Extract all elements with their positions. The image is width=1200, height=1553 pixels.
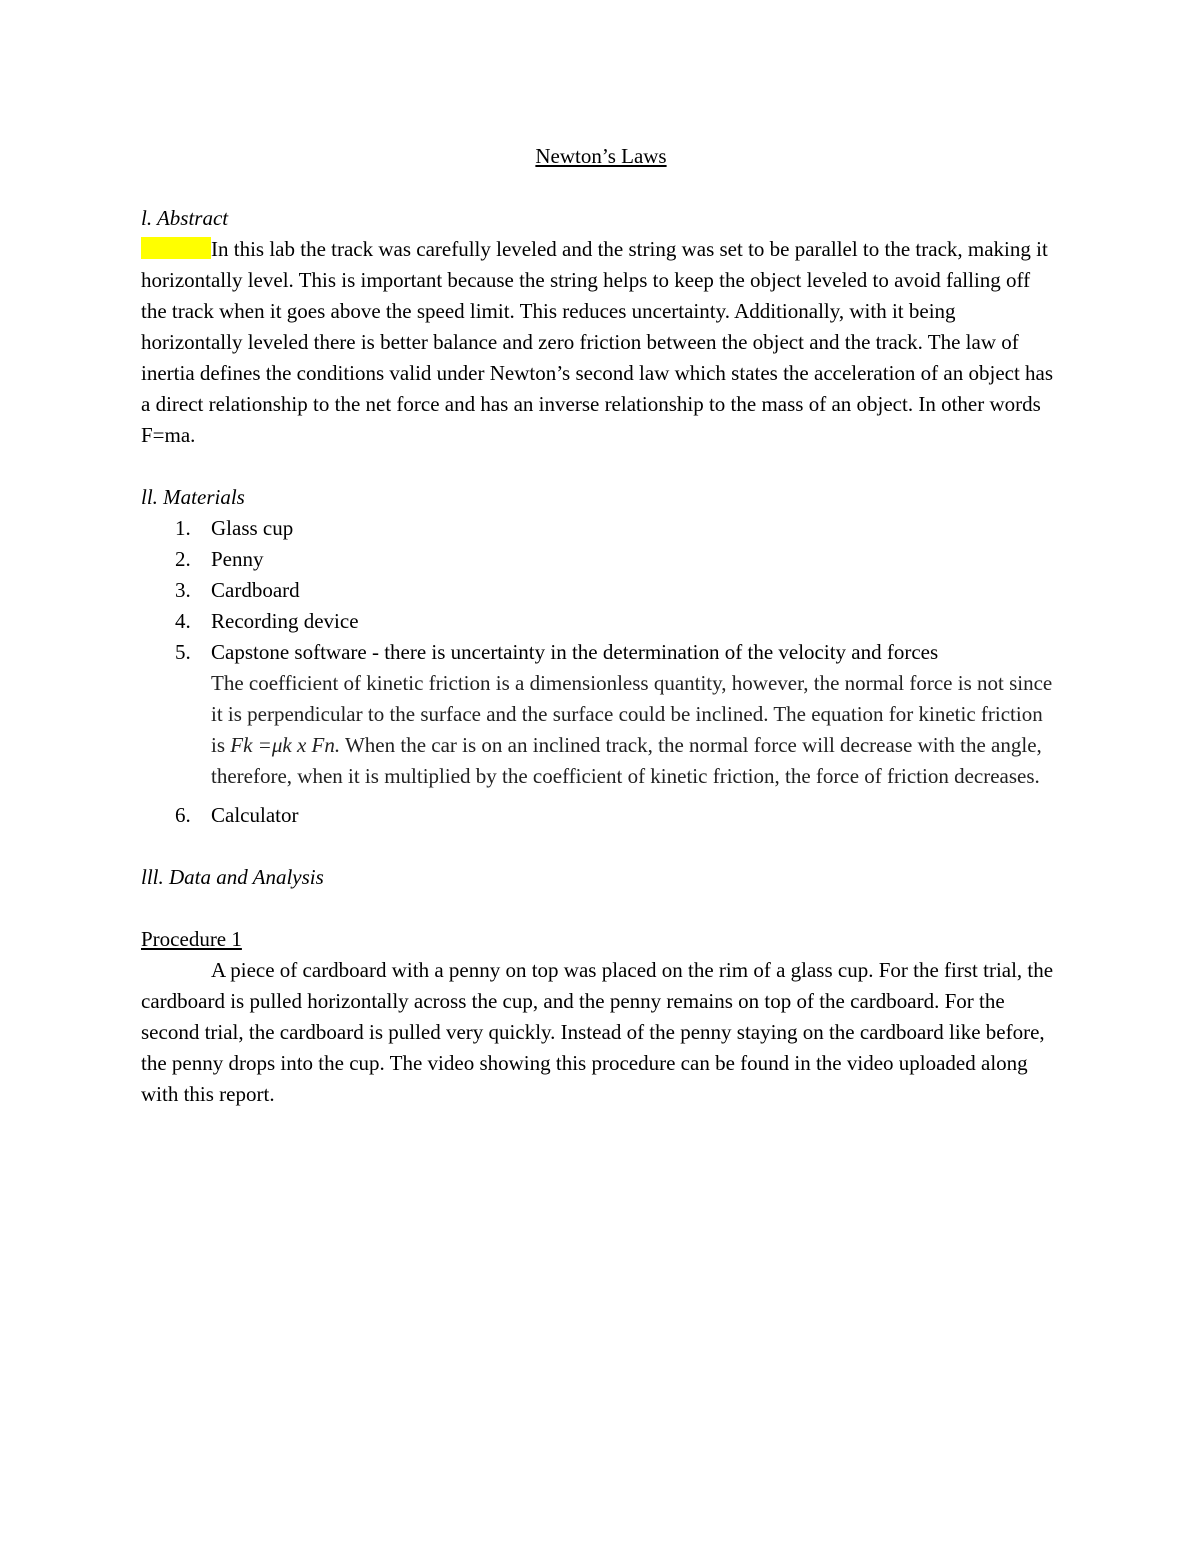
list-number: 4. xyxy=(175,609,191,633)
spacer xyxy=(211,792,1061,800)
list-item-label: Penny xyxy=(211,547,264,571)
document-title: Newton’s Laws xyxy=(535,144,667,168)
materials-section xyxy=(141,482,1061,831)
list-item-label: Calculator xyxy=(211,803,299,827)
list-number: 5. xyxy=(175,640,191,664)
friction-note xyxy=(211,668,1061,792)
spacer xyxy=(141,172,1061,203)
list-item-label: Cardboard xyxy=(211,578,300,602)
list-item-label: Glass cup xyxy=(211,516,294,540)
abstract-paragraph xyxy=(141,234,1061,451)
friction-note-text: The coefficient of kinetic friction is a dimensionless quantity, however, the normal force is not since it is perpendicular to the surface and the surface could be inclined. The equation for kinetic friction is xyxy=(211,671,1053,757)
spacer xyxy=(141,831,1061,862)
list-number: 1. xyxy=(175,516,191,540)
procedure-text: A piece of cardboard with a penny on top was placed on the rim of a glass cup. For the first trial, the cardboard is pulled horizontally across the cup, and the penny remains on top of the cardboard. For the second trial, the cardboard is pulled very quickly. Instead of the penny staying on the cardboard like before, the penny drops into the cup. The video showing this procedure can be found in the video uploaded along with this report. xyxy=(141,958,1054,1106)
list-number: 2. xyxy=(175,547,191,571)
data-analysis-section xyxy=(141,862,1061,1110)
list-item xyxy=(141,575,1061,606)
spacer xyxy=(141,893,1061,924)
spacer xyxy=(141,451,1061,482)
materials-list xyxy=(141,513,1061,831)
data-analysis-heading: lll. Data and Analysis xyxy=(141,865,324,889)
list-item xyxy=(141,544,1061,575)
procedure-title: Procedure 1 xyxy=(141,927,242,951)
materials-heading: ll. Materials xyxy=(141,485,245,509)
list-item xyxy=(141,800,1061,831)
document-page xyxy=(141,141,1061,1110)
list-item xyxy=(141,637,1061,800)
highlight-mark xyxy=(141,237,211,259)
list-number: 3. xyxy=(175,578,191,602)
procedure-paragraph xyxy=(141,955,1061,1110)
list-item-label: Capstone software - there is uncertainty in the determination of the velocity and forces xyxy=(211,640,939,664)
friction-note-text-end: When the car is on an inclined track, the normal force will decrease with the angle, therefore, when it is multiplied by the coefficient of kinetic friction, the force of friction decreases. xyxy=(211,733,1042,788)
list-item-label: Recording device xyxy=(211,609,359,633)
abstract-section xyxy=(141,203,1061,451)
list-number: 6. xyxy=(175,803,191,827)
abstract-text: In this lab the track was carefully leveled and the string was set to be parallel to the track, making it horizontally level. This is important because the string helps to keep the object leveled to avoid falling off the track when it goes above the speed limit. This reduces uncertainty. Additionally, with it being horizontally leveled there is better balance and zero friction between the object and the track. The law of inertia defines the conditions valid under Newton’s second law which states the acceleration of an object has a direct relationship to the net force and has an inverse relationship to the mass of an object. In other words F=ma. xyxy=(141,237,1054,447)
abstract-heading: l. Abstract xyxy=(141,206,229,230)
kinetic-friction-equation: Fk =μk x Fn. xyxy=(230,733,341,757)
list-item xyxy=(141,606,1061,637)
list-item xyxy=(141,513,1061,544)
